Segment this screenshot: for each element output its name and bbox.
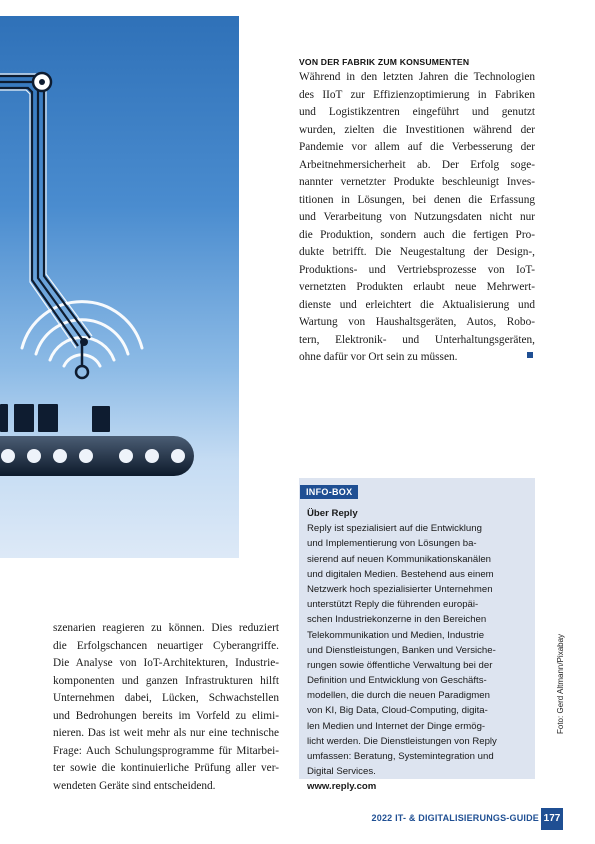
body-line: und Bedrohungen bereits im Vorfeld zu elimi- xyxy=(53,709,279,722)
info-line: modellen, die durch die neuen Paradigmen xyxy=(307,690,490,702)
body-line: vernetzten Produkten erlaubt neue Mehrwert- xyxy=(299,281,535,293)
reply-website-link[interactable]: www.reply.com xyxy=(307,781,377,793)
body-line: dienste und erleichtert die Aktualisierung und xyxy=(299,298,535,311)
info-line: Reply ist spezialisiert auf die Entwicklung xyxy=(307,523,482,535)
body-line: die Produktion, sondern auch die fertigen Pro- xyxy=(299,228,535,241)
info-line: len Medien und Internet der Dinge ermög- xyxy=(307,720,486,732)
body-line: und Verarbeitung von Nutzungsdaten nicht nur xyxy=(299,211,535,223)
info-line: von KI, Big Data, Cloud-Computing, digita- xyxy=(307,705,488,717)
body-line: nieren. Das ist weit mehr als nur eine technische xyxy=(53,727,279,739)
body-line: Während in den letzten Jahren die Technologien xyxy=(299,71,535,83)
body-line: Produktions- und Vertriebsprozesse von IoT- xyxy=(299,263,535,276)
info-line: unterstützt Reply die führenden europäi- xyxy=(307,599,479,611)
body-line: szenarien reagieren zu können. Dies reduziert xyxy=(53,622,279,634)
body-line: dukte betrifft. Die Neugestaltung der Design-, xyxy=(299,246,535,258)
end-of-article-icon xyxy=(527,352,533,358)
page-number: 177 xyxy=(541,808,563,830)
body-line: nannter vernetzter Produkte beschleunigt Inves- xyxy=(299,176,535,188)
body-line: Die Analyse von IoT-Architekturen, Industrie- xyxy=(53,657,279,669)
info-line: Definition und Entwicklung von Geschäfts- xyxy=(307,675,487,687)
iot-illustration xyxy=(0,16,239,558)
section-heading: VON DER FABRIK ZUM KONSUMENTEN xyxy=(299,57,470,67)
info-line: Telekommunikation und Medien, Industrie xyxy=(307,629,485,641)
info-box-title: Über Reply xyxy=(307,508,358,519)
photo-credit: Foto: Gerd Altmann/Pixabay xyxy=(556,633,565,734)
footer-guide-title xyxy=(372,808,539,828)
info-line: licht werden. Die Dienstleistungen von Reply xyxy=(307,735,497,747)
body-line: ter sowie die kontinuierliche Prüfung aller ver- xyxy=(53,762,279,774)
info-line: und Implementierung von Lösungen ba- xyxy=(307,538,477,550)
info-line: und Dienstleistungen, Banken und Versiche- xyxy=(307,644,496,656)
body-line: Pandemie vor allem auf die Verbesserung der xyxy=(299,141,535,153)
robot-arm-conveyor-icon xyxy=(0,16,239,558)
info-box-label: INFO-BOX xyxy=(300,485,358,499)
body-line: wurden, zielten die Investitionen während der xyxy=(299,123,535,136)
info-line: Digital Services. xyxy=(307,766,376,778)
body-line: ohne dafür vor Ort sein zu müssen. xyxy=(299,351,458,363)
body-line: und Logistikzentren eingeführt und genutzt xyxy=(299,106,535,118)
info-line: und digitalen Medien. Bestehend aus einem xyxy=(307,568,494,580)
body-line: Frage: Auch Schulungsprogramme für Mitarbei- xyxy=(53,744,279,757)
info-line: rungen sowie öffentliche Verwaltung bei der xyxy=(307,659,493,671)
body-line: Arbeitnehmersicherheit ab. Der Erfolg soge- xyxy=(299,158,535,171)
body-line: wendeten Geräte sind entscheidend. xyxy=(53,779,216,792)
article-left xyxy=(53,620,279,795)
info-line: Netzwerk hoch spezialisierter Unternehmen xyxy=(307,583,493,595)
info-line: schen Industriekonzerne in den Bereichen xyxy=(307,614,487,626)
info-box xyxy=(299,478,535,793)
body-line: Unternehmen dabei, Lücken, Schwachstellen xyxy=(53,692,279,704)
article-right-body xyxy=(299,69,535,367)
body-line: die Erfolgschancen neuartiger Cyberangriffe. xyxy=(53,639,279,652)
body-line: Wartung von Haushaltsgeräten, Autos, Robo- xyxy=(299,316,535,328)
body-line: komponenten und ganzen Infrastrukturen hilft xyxy=(53,674,279,687)
footer-guide-name: IT- & DIGITALISIERUNGS-GUIDE xyxy=(395,813,539,823)
info-box-body xyxy=(307,506,529,795)
body-line: titionen in Lösungen, bei denen die Erfassung xyxy=(299,193,535,206)
info-line: umfassen: Beratung, Systemintegration und xyxy=(307,751,494,762)
body-line: tern, Elektronik- und Unterhaltungsgeräten, xyxy=(299,333,535,346)
body-line: des IIoT zur Effizienzoptimierung in Fabriken xyxy=(299,88,535,101)
info-line: sierend auf neuen Kommunikationskanälen xyxy=(307,553,492,565)
article-right xyxy=(299,57,535,367)
footer-year: 2022 xyxy=(371,813,393,823)
